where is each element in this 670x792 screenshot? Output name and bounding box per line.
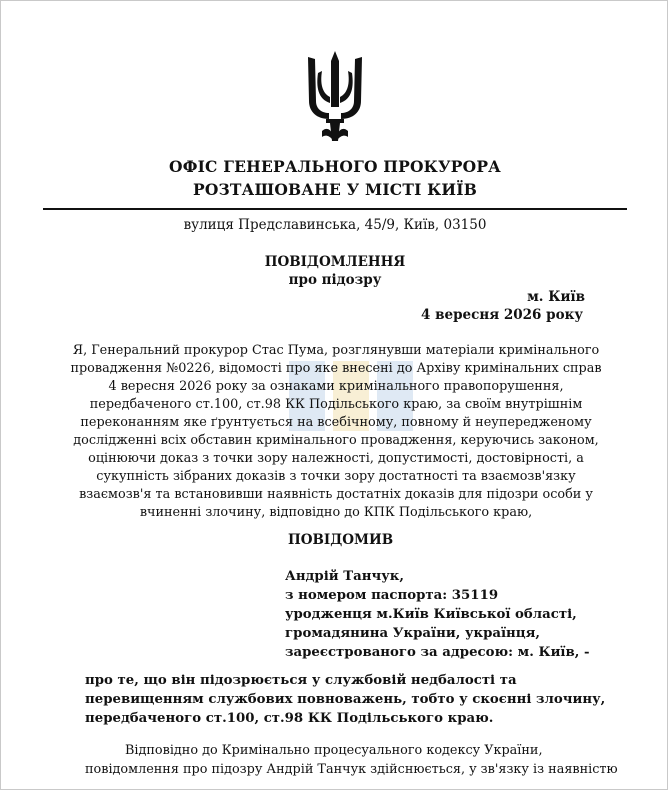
organization-address: вулиця Предславинська, 45/9, Київ, 03150 <box>183 217 487 233</box>
suspect-citizenship: громадянина України, українця, <box>285 626 541 641</box>
body-line: 4 вересня 2026 року за ознаками кримінального правопорушення, <box>108 379 564 394</box>
body-line: сукупність зібраних доказів з точки зору достатності та взаємозв'язку <box>96 469 576 484</box>
body-line: провадження №0226, відомості про яке внесені до Архіву кримінальних справ <box>70 361 602 376</box>
suspect-registration: зареєстрованого за адресою: м. Київ, - <box>285 645 590 660</box>
suspicion-line: перевищенням службових повноважень, тобто у скоєнні злочину, <box>85 692 606 707</box>
suspicion-statement <box>85 671 605 728</box>
closing-line: Відповідно до Кримінально процесуального кодексу України, <box>125 743 543 758</box>
body-line: оцінюючи доказ з точки зору належності, допустимості, достовірності, а <box>88 451 584 466</box>
body-line: вчиненні злочину, відповідно до КПК Подільського краю, <box>139 505 533 520</box>
organization-name-line2: РОЗТАШОВАНЕ У МІСТІ КИЇВ <box>192 180 478 199</box>
closing-line: повідомлення про підозру Андрій Танчук здійснюється, у зв'язку із наявністю <box>85 762 618 777</box>
suspect-details <box>285 567 590 662</box>
notice-date: 4 вересня 2026 року <box>421 307 583 323</box>
notice-city: м. Київ <box>527 289 585 305</box>
organization-name-line1: ОФІС ГЕНЕРАЛЬНОГО ПРОКУРОРА <box>169 157 501 176</box>
suspicion-line: про те, що він підозрюється у службовій недбалості та <box>85 673 517 688</box>
body-line: Я, Генеральний прокурор Стас Пума, розглянувши матеріали кримінального <box>72 343 600 358</box>
notice-title: ПОВІДОМЛЕННЯ <box>264 254 406 270</box>
notified-label: ПОВІДОМИВ <box>288 532 394 548</box>
suspect-passport: з номером паспорта: 35119 <box>285 588 499 603</box>
suspicion-line: передбаченого ст.100, ст.98 КК Подільського краю. <box>85 711 494 726</box>
closing-paragraph <box>85 741 618 779</box>
header-divider <box>43 208 627 210</box>
trident-emblem-icon <box>302 49 368 145</box>
body-line: дослідженні всіх обставин кримінального провадження, керуючись законом, <box>73 433 599 448</box>
suspect-name: Андрій Танчук, <box>285 569 404 584</box>
body-paragraph <box>61 342 611 522</box>
notice-subtitle: про підозру <box>288 272 382 288</box>
body-line: передбаченого ст.100, ст.98 КК Подільського краю, за своїм внутрішнім <box>89 397 583 412</box>
body-line: взаємозв'я та встановивши наявність достатніх доказів для підозри особи у <box>79 487 593 502</box>
body-line: переконанням яке ґрунтується на всебічному, повному й неупередженому <box>80 415 592 430</box>
suspect-birthplace: уродженця м.Київ Київської області, <box>285 607 577 622</box>
